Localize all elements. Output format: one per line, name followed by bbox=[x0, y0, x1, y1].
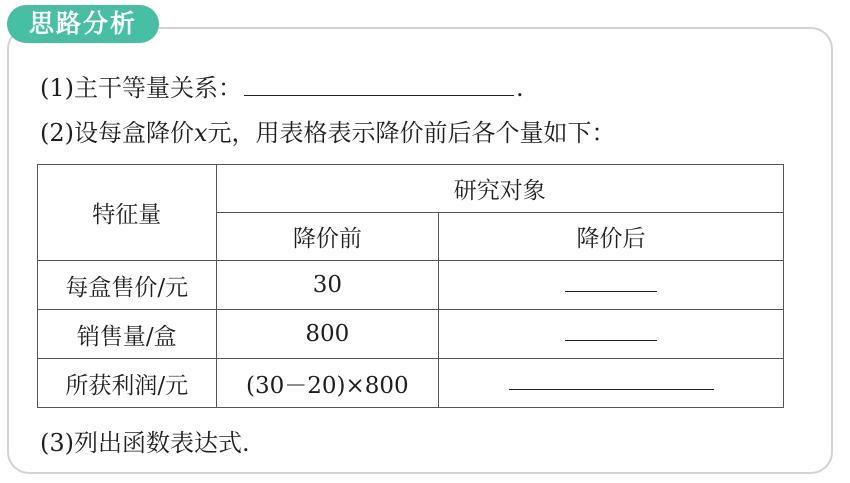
profit-after-cell bbox=[439, 359, 784, 408]
table-row bbox=[38, 359, 784, 408]
profit-before-cell: (30－20)×800 bbox=[216, 359, 439, 408]
line-2-part-1: (2)设每盒降价 bbox=[40, 119, 194, 147]
question-line-3: (3)列出函数表达式. bbox=[40, 429, 250, 457]
before-header-cell: 降价前 bbox=[216, 213, 439, 261]
answer-blank-relation[interactable] bbox=[244, 73, 514, 96]
line-1-suffix: . bbox=[516, 74, 524, 102]
answer-blank-volume-after[interactable] bbox=[565, 326, 657, 341]
question-line-2 bbox=[40, 117, 616, 149]
volume-after-cell bbox=[439, 310, 784, 359]
row-label-profit: 所获利润/元 bbox=[38, 359, 217, 408]
answer-blank-profit-after[interactable] bbox=[509, 375, 714, 390]
quantity-table bbox=[37, 164, 784, 408]
table-header-row bbox=[38, 165, 784, 213]
section-tag: 思路分析 bbox=[7, 5, 159, 43]
variable-x: x bbox=[194, 119, 208, 147]
line-1-prefix: (1)主干等量关系： bbox=[40, 74, 242, 102]
table-row bbox=[38, 261, 784, 310]
line-2-part-2: 元，用表格表示降价前后各个量如下： bbox=[207, 119, 616, 147]
after-header-cell: 降价后 bbox=[439, 213, 784, 261]
price-after-cell bbox=[439, 261, 784, 310]
question-line-1 bbox=[40, 72, 524, 104]
row-label-price: 每盒售价/元 bbox=[38, 261, 217, 310]
object-header-cell: 研究对象 bbox=[216, 165, 783, 213]
price-before-cell: 30 bbox=[216, 261, 439, 310]
volume-before-cell: 800 bbox=[216, 310, 439, 359]
feature-header-cell: 特征量 bbox=[38, 165, 217, 261]
table-row bbox=[38, 310, 784, 359]
row-label-volume: 销售量/盒 bbox=[38, 310, 217, 359]
answer-blank-price-after[interactable] bbox=[565, 277, 657, 292]
